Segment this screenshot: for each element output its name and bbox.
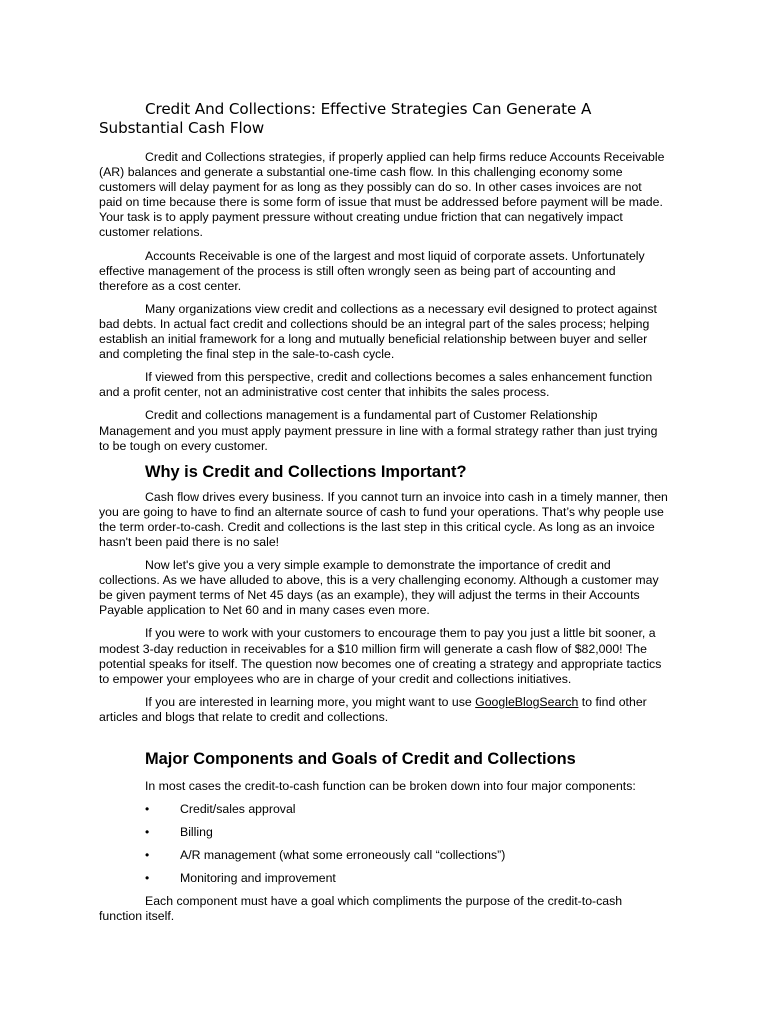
components-intro: In most cases the credit-to-cash function can be broken down into four major components: [145, 779, 636, 793]
intro-paragraph: Credit and collections management is a fundamental part of Customer Relationship Management and you must apply payment pressure in line with a formal strategy rather than just trying to be tough on every customer. [99, 408, 658, 453]
intro-paragraph: Many organizations view credit and collections as a necessary evil designed to protect against bad debts. In actual fact credit and collections should be an integral part of the sales process; helping establish an initial framework for a long and mutually beneficial relationship between buyer and seller and completing the final step in the sale-to-cash cycle. [99, 301, 657, 362]
list-item-text: Monitoring and improvement [180, 871, 336, 886]
list-item [99, 871, 668, 886]
intro-paragraph: Credit and Collections strategies, if properly applied can help firms reduce Accounts Receivable (AR) balances and generate a substantial one-time cash flow. In this challenging economy some customers will delay payment for as long as they possibly can do so. In other cases invoices are not paid on time because there is some form of issue that must be addressed before payment will be made. Your task is to apply payment pressure without creating undue friction that can negatively impact customer relations. [99, 150, 665, 240]
section-heading-components: Major Components and Goals of Credit and Collections [145, 750, 576, 768]
section-paragraph: If you were to work with your customers to encourage them to pay you just a little bit sooner, a modest 3-day reduction in receivables for a $10 million firm will generate a cash flow of $82,000! The potential speaks for itself. The question now becomes one of creating a strategy and appropriate tactics to empower your employees who are in charge of your credit and collections initiatives. [99, 626, 662, 686]
learn-more-text: If you are interested in learning more, you might want to use [145, 694, 476, 709]
bullet-icon: • [145, 848, 150, 863]
learn-more-paragraph [99, 695, 668, 725]
list-item [99, 848, 668, 863]
list-item [99, 802, 668, 817]
list-item-text: Credit/sales approval [180, 802, 296, 817]
bullet-icon: • [145, 825, 150, 840]
section-heading-importance: Why is Credit and Collections Important? [145, 462, 467, 481]
list-item-text: Billing [180, 825, 213, 840]
bullet-icon: • [145, 871, 150, 886]
closing-paragraph: Each component must have a goal which compliments the purpose of the credit-to-cash function itself. [99, 894, 623, 924]
section-paragraph: Cash flow drives every business. If you cannot turn an invoice into cash in a timely manner, then you are going to have to find an alternate source of cash to fund your operations. That’s why people use the term order-to-cash. Credit and collections is the last step in this critical cycle. As long as an invoice hasn't been paid there is no sale! [99, 489, 668, 549]
list-item-text: A/R management (what some erroneously call “collections”) [180, 848, 506, 863]
google-blog-search-link[interactable]: GoogleBlogSearch [475, 694, 579, 709]
bullet-icon: • [145, 802, 150, 817]
learn-more-text-end: to find other articles and blogs that relate to credit and collections. [99, 694, 647, 724]
intro-paragraph: Accounts Receivable is one of the largest and most liquid of corporate assets. Unfortunately effective management of the process is still often wrongly seen as being part of accounting and therefore as a cost center. [99, 248, 645, 293]
intro-paragraph: If viewed from this perspective, credit and collections becomes a sales enhancement function and a profit center, not an administrative cost center that inhibits the sales process. [99, 370, 653, 400]
list-item [99, 825, 668, 840]
components-list [99, 802, 668, 886]
section-paragraph: Now let's give you a very simple example to demonstrate the importance of credit and collections. As we have alluded to above, this is a very challenging economy. Although a customer may be given payment terms of Net 45 days (as an example), they will adjust the terms in their Accounts Payable application to Net 60 and in many cases even more. [99, 558, 659, 618]
document-title: Credit And Collections: Effective Strategies Can Generate A Substantial Cash Flow [99, 100, 592, 137]
